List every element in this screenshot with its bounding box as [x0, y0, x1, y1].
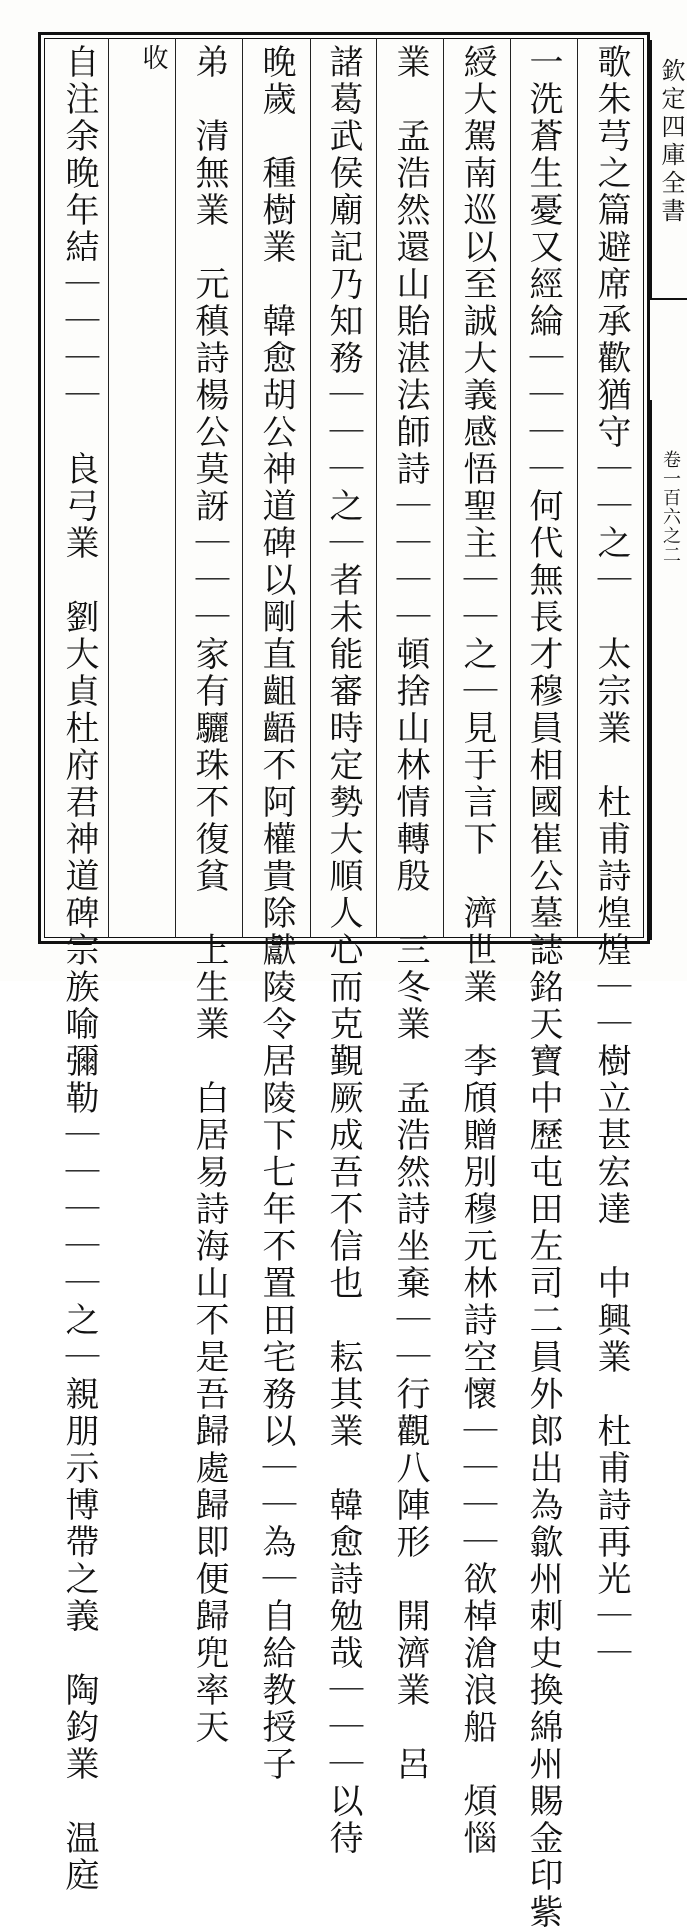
text-column-5: 諸葛武侯廟記乃知務｜｜｜之｜者未能審時定勢大順人心而克覲厥成吾不信也 耘其業 韓愈詩勉哉｜｜｜以待: [323, 44, 363, 1857]
text-column-6: 晚歲 種樹業 韓愈胡公神道碑以剛直齟齬不阿權貴除獻陵令居陵下七年不置田宅務以｜｜為｜自給教授子: [256, 44, 296, 1783]
column-divider: [108, 38, 109, 938]
text-column-8: 收: [138, 44, 168, 73]
text-column-7: 弟 清無業 元稹詩楊公莫訝｜｜｜家有驪珠不復貧 上生業 白居易詩海山不是吾歸處歸即便歸兜率天: [189, 44, 229, 1746]
column-divider: [242, 38, 243, 938]
margin-volume: 卷一百六之二: [660, 450, 681, 564]
column-divider: [310, 38, 311, 938]
margin-title: 欽定四庫全書: [657, 58, 685, 226]
text-column-1: 歌朱芎之篇避席承歡猶守｜｜之｜ 太宗業 杜甫詩煌煌｜｜樹立甚宏達 中興業 杜甫詩再光｜｜: [591, 44, 631, 1672]
column-divider: [376, 38, 377, 938]
text-column-3: 綬大駕南巡以至誠大義感悟聖主｜｜之｜見于言下 濟世業 李頎贈別穆元林詩空懷｜｜｜｜欲棹滄浪船 煩惱: [457, 44, 497, 1857]
column-divider: [443, 38, 444, 938]
column-divider: [510, 38, 511, 938]
margin-title-box: [650, 40, 687, 300]
text-column-4: 業 孟浩然還山貽湛法師詩｜｜｜｜頓捨山林情轉殷 三冬業 孟浩然詩坐棄｜｜行觀八陣形 開濟業 呂: [390, 44, 430, 1783]
margin-strip: [650, 40, 687, 940]
text-column-2: 一洗蒼生憂又經綸｜｜｜｜何代無長才穆員相國崔公墓誌銘天寶中歷屯田左司二員外郎出為歙州刺史換綿州賜金印紫: [523, 44, 563, 1931]
column-divider: [577, 38, 578, 938]
text-column-9: 自注余晚年結｜｜｜｜ 良弓業 劉大貞杜府君神道碑宗族喻彌勒｜｜｜｜｜之｜親朋示博帶之義 陶鈞業 温庭: [59, 44, 99, 1894]
